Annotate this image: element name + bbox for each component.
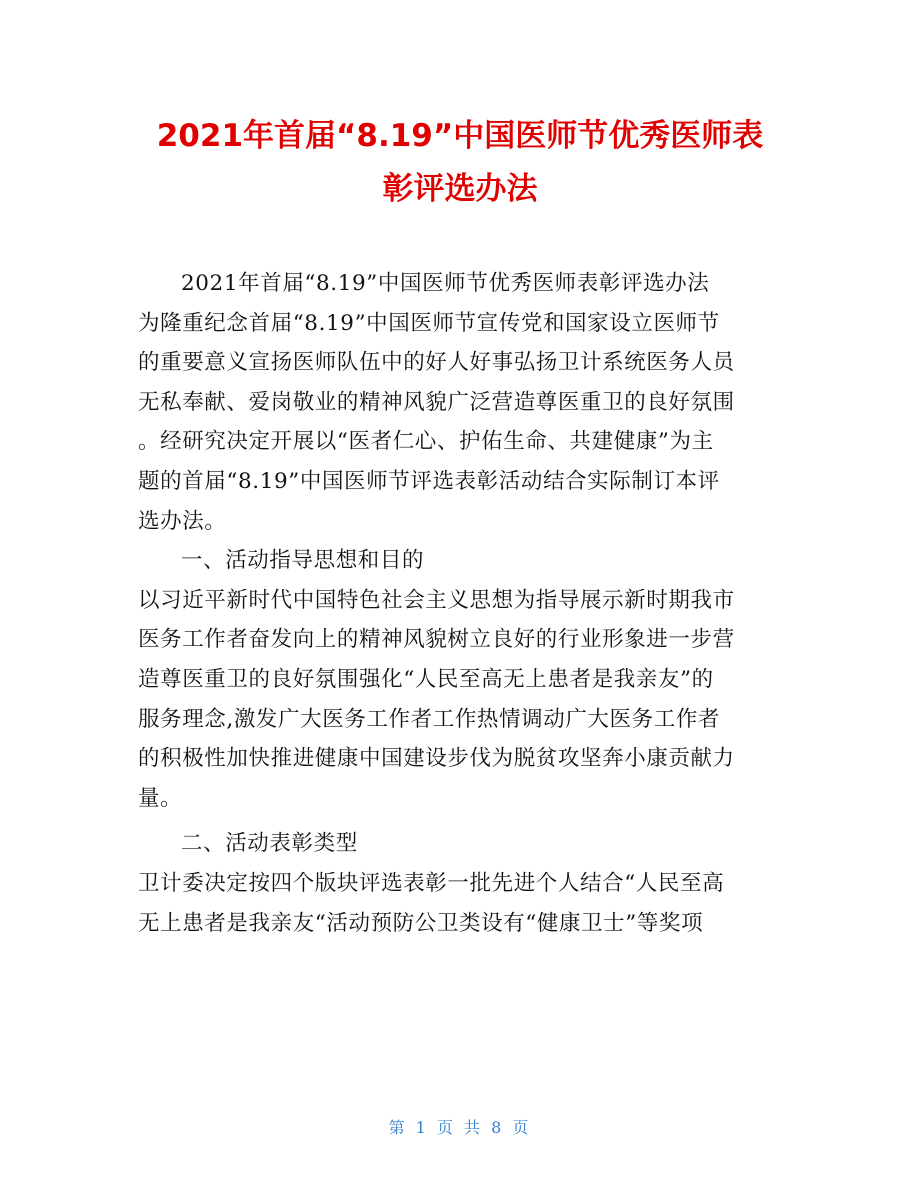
body-line: 医务工作者奋发向上的精神风貌树立良好的行业形象进一步营 [138,627,735,653]
body-line: 选办法。 [138,508,227,534]
section-heading-2: 二、活动表彰类型 [181,831,358,857]
section-heading-1: 一、活动指导思想和目的 [181,548,425,574]
body-line: 。经研究决定开展以“医者仁心、护佑生命、共建健康”为主 [138,429,714,455]
body-line: 卫计委决定按四个版块评选表彰一批先进个人结合“人民至高 [138,870,725,896]
document-title-line-1: 2021年首届“8.19”中国医师节优秀医师表 [156,118,764,154]
page-footer: 第 1 页 共 8 页 [388,1118,532,1137]
body-line: 造尊医重卫的良好氛围强化“人民至高无上患者是我亲友”的 [138,666,714,692]
body-line: 无上患者是我亲友“活动预防公卫类设有“健康卫士”等奖项 [138,910,704,936]
body-line: 为隆重纪念首届“8.19”中国医师节宣传党和国家设立医师节 [138,310,720,336]
body-line: 以习近平新时代中国特色社会主义思想为指导展示新时期我市 [138,587,735,613]
body-line: 量。 [138,785,183,811]
body-line: 题的首届“8.19”中国医师节评选表彰活动结合实际制订本评 [138,468,720,494]
document-body [138,264,788,943]
body-line: 服务理念,激发广大医务工作者工作热情调动广大医务工作者 [138,706,721,732]
body-line: 的重要意义宣扬医师队伍中的好人好事弘扬卫计系统医务人员 [138,350,735,376]
body-line: 的积极性加快推进健康中国建设步伐为脱贫攻坚奔小康贡献力 [138,746,735,772]
body-line-intro-title: 2021年首届“8.19”中国医师节优秀医师表彰评选办法 [181,271,710,296]
body-line: 无私奉献、爱岗敬业的精神风貌广泛营造尊医重卫的良好氛围 [138,389,735,415]
document-title-line-2: 彰评选办法 [382,171,538,207]
